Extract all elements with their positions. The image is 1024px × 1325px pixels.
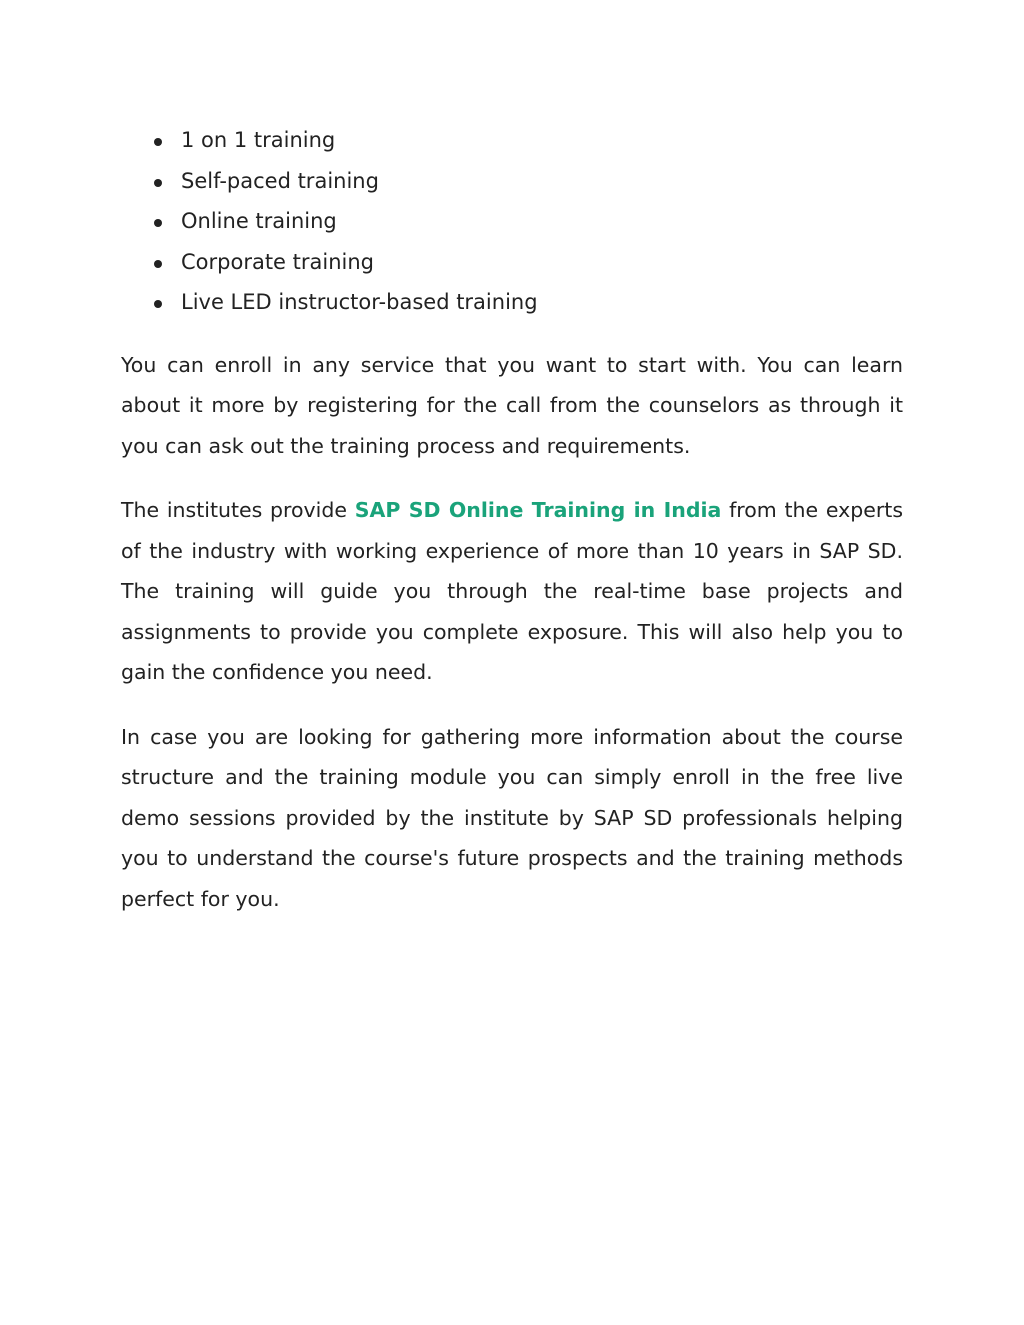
list-item bbox=[121, 242, 903, 283]
list-item-text: Self-paced training bbox=[181, 168, 379, 193]
paragraph-text: from the experts of the industry with working experience of more than 10 years in SAP SD. The training will guide you through the real-time base projects and assignments to provide you complete exposure. This will also help you to gain the confidence you need. bbox=[121, 498, 903, 684]
bullet-icon bbox=[154, 179, 162, 187]
enroll-paragraph: You can enroll in any service that you want to start with. You can learn about it more by registering for the call from the counselors as through it you can ask out the training process and requirements. bbox=[121, 352, 903, 458]
bullet-icon bbox=[154, 219, 162, 227]
sap-sd-training-link[interactable]: SAP SD Online Training in India bbox=[354, 498, 722, 522]
training-types-list bbox=[121, 120, 903, 323]
paragraph-text: The institutes provide bbox=[121, 498, 355, 522]
list-item bbox=[121, 201, 903, 242]
bullet-icon bbox=[154, 260, 162, 268]
bullet-icon bbox=[154, 138, 162, 146]
list-item-text: Corporate training bbox=[181, 249, 375, 274]
list-item-text: Live LED instructor-based training bbox=[181, 290, 538, 314]
document-page bbox=[121, 120, 903, 943]
list-item-text: 1 on 1 training bbox=[181, 128, 336, 152]
demo-sessions-paragraph: In case you are looking for gathering more information about the course structure and the training module you can simply enroll in the free live demo sessions provided by the institute by SAP SD professionals helping you to understand the course's future prospects and the training methods perfect for you. bbox=[121, 724, 903, 911]
list-item-text: Online training bbox=[181, 209, 337, 233]
list-item bbox=[121, 120, 903, 161]
institutes-paragraph bbox=[121, 490, 903, 693]
list-item bbox=[121, 282, 903, 323]
list-item bbox=[121, 161, 903, 202]
bullet-icon bbox=[154, 300, 162, 308]
